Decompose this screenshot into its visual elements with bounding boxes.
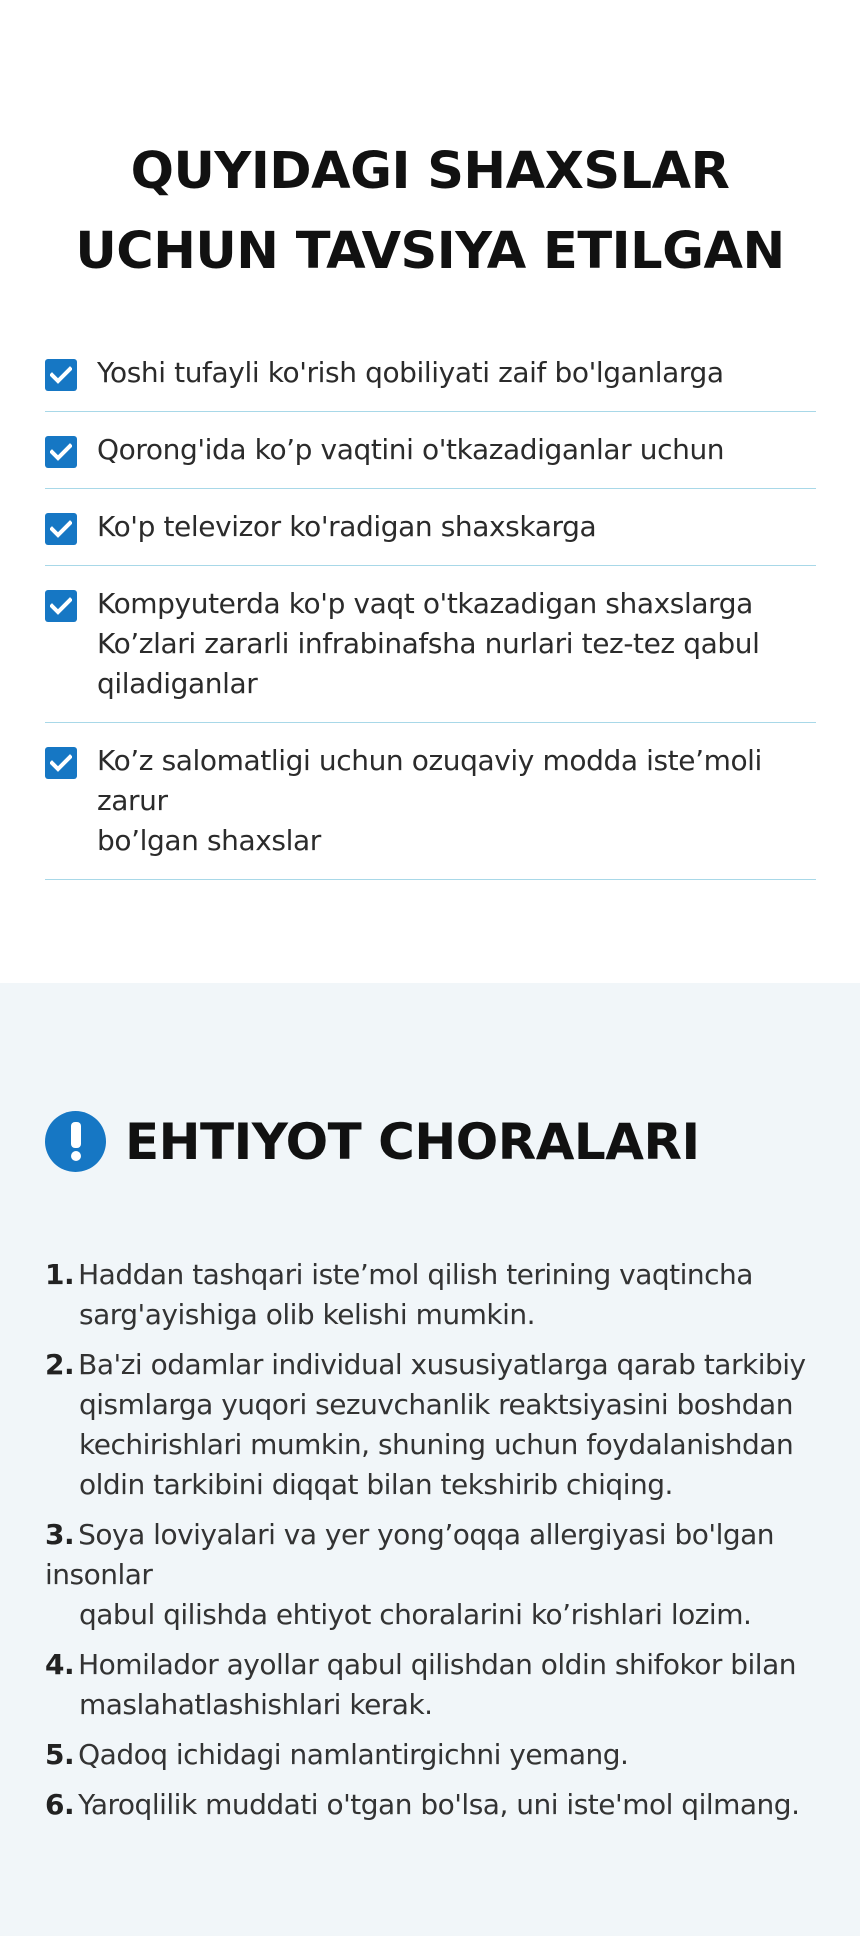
list-item-line: maslahatlashishlari kerak. xyxy=(79,1688,433,1721)
list-item-line: oldin tarkibini diqqat bilan tekshirib chiqing. xyxy=(79,1468,673,1501)
list-item-line xyxy=(45,1735,835,1775)
list-item-line: Kompyuterda ko'p vaqt o'tkazadigan shaxslarga xyxy=(97,587,753,620)
list-item-number: 6. xyxy=(45,1788,75,1821)
list-item-number: 3. xyxy=(45,1518,75,1551)
checkbox-checked-icon xyxy=(45,513,77,545)
recommended-list xyxy=(45,335,816,880)
checkbox-checked-icon xyxy=(45,590,77,622)
list-item-line: Ko’zlari zararli infrabinafsha nurlari tez-tez qabul xyxy=(97,627,760,660)
list-item-text xyxy=(97,507,596,547)
checkbox-checked-icon xyxy=(45,359,77,391)
precautions-title: EHTIYOT CHORALARI xyxy=(125,1112,700,1171)
list-item-text xyxy=(97,353,724,393)
list-item-line xyxy=(45,1255,835,1295)
list-item-text: Ba'zi odamlar individual xususiyatlarga qarab tarkibiy xyxy=(78,1348,806,1381)
list-item-text: Soya loviyalari va yer yong’oqqa allergiyasi bo'lgan insonlar xyxy=(45,1518,775,1591)
list-item xyxy=(45,723,816,880)
list-item-text xyxy=(97,741,816,861)
list-item xyxy=(45,1255,835,1335)
list-item-line: qismlarga yuqori sezuvchanlik reaktsiyasini boshdan xyxy=(79,1388,793,1421)
list-item-line: Ko'p televizor ko'radigan shaxskarga xyxy=(97,510,597,543)
list-item-line: kechirishlari mumkin, shuning uchun foydalanishdan xyxy=(79,1428,794,1461)
list-item xyxy=(45,1785,835,1825)
list-item-text: Homilador ayollar qabul qilishdan oldin shifokor bilan xyxy=(78,1648,796,1681)
recommended-title-line: UCHUN TAVSIYA ETILGAN xyxy=(75,222,785,281)
list-item xyxy=(45,1645,835,1725)
list-item-text xyxy=(97,584,759,704)
list-item-line xyxy=(45,1345,835,1385)
list-item xyxy=(45,335,816,412)
list-item-line: Yoshi tufayli ko'rish qobiliyati zaif bo'lganlarga xyxy=(97,356,724,389)
list-item xyxy=(45,1735,835,1775)
list-item-text: Yaroqlilik muddati o'tgan bo'lsa, uni iste'mol qilmang. xyxy=(78,1788,800,1821)
recommended-title xyxy=(0,132,860,292)
list-item-line: bo’lgan shaxslar xyxy=(97,824,321,857)
list-item-line xyxy=(45,1515,835,1595)
list-item-text: Qadoq ichidagi namlantirgichni yemang. xyxy=(78,1738,629,1771)
recommended-title-line: QUYIDAGI SHAXSLAR xyxy=(130,142,730,201)
checkbox-checked-icon xyxy=(45,436,77,468)
precautions-header xyxy=(45,1111,700,1172)
list-item-number: 4. xyxy=(45,1648,75,1681)
precautions-list xyxy=(45,1255,835,1835)
list-item-line: qabul qilishda ehtiyot choralarini ko’rishlari lozim. xyxy=(79,1598,752,1631)
list-item xyxy=(45,1345,835,1505)
list-item xyxy=(45,489,816,566)
list-item-line xyxy=(45,1645,835,1685)
list-item-line: Ko’z salomatligi uchun ozuqaviy modda iste’moli zarur xyxy=(97,744,762,817)
list-item-text: Haddan tashqari iste’mol qilish terining vaqtincha xyxy=(78,1258,753,1291)
checkbox-checked-icon xyxy=(45,747,77,779)
list-item-number: 1. xyxy=(45,1258,75,1291)
list-item-text xyxy=(97,430,724,470)
list-item-line: Qorong'ida ko’p vaqtini o'tkazadiganlar uchun xyxy=(97,433,725,466)
list-item-number: 2. xyxy=(45,1348,75,1381)
list-item-line: qiladiganlar xyxy=(97,667,258,700)
exclamation-icon xyxy=(45,1111,106,1172)
list-item-line xyxy=(45,1785,835,1825)
precautions-section xyxy=(0,983,860,1936)
list-item-number: 5. xyxy=(45,1738,75,1771)
list-item xyxy=(45,566,816,723)
list-item-line: sarg'ayishiga olib kelishi mumkin. xyxy=(79,1298,536,1331)
list-item xyxy=(45,412,816,489)
list-item xyxy=(45,1515,835,1635)
